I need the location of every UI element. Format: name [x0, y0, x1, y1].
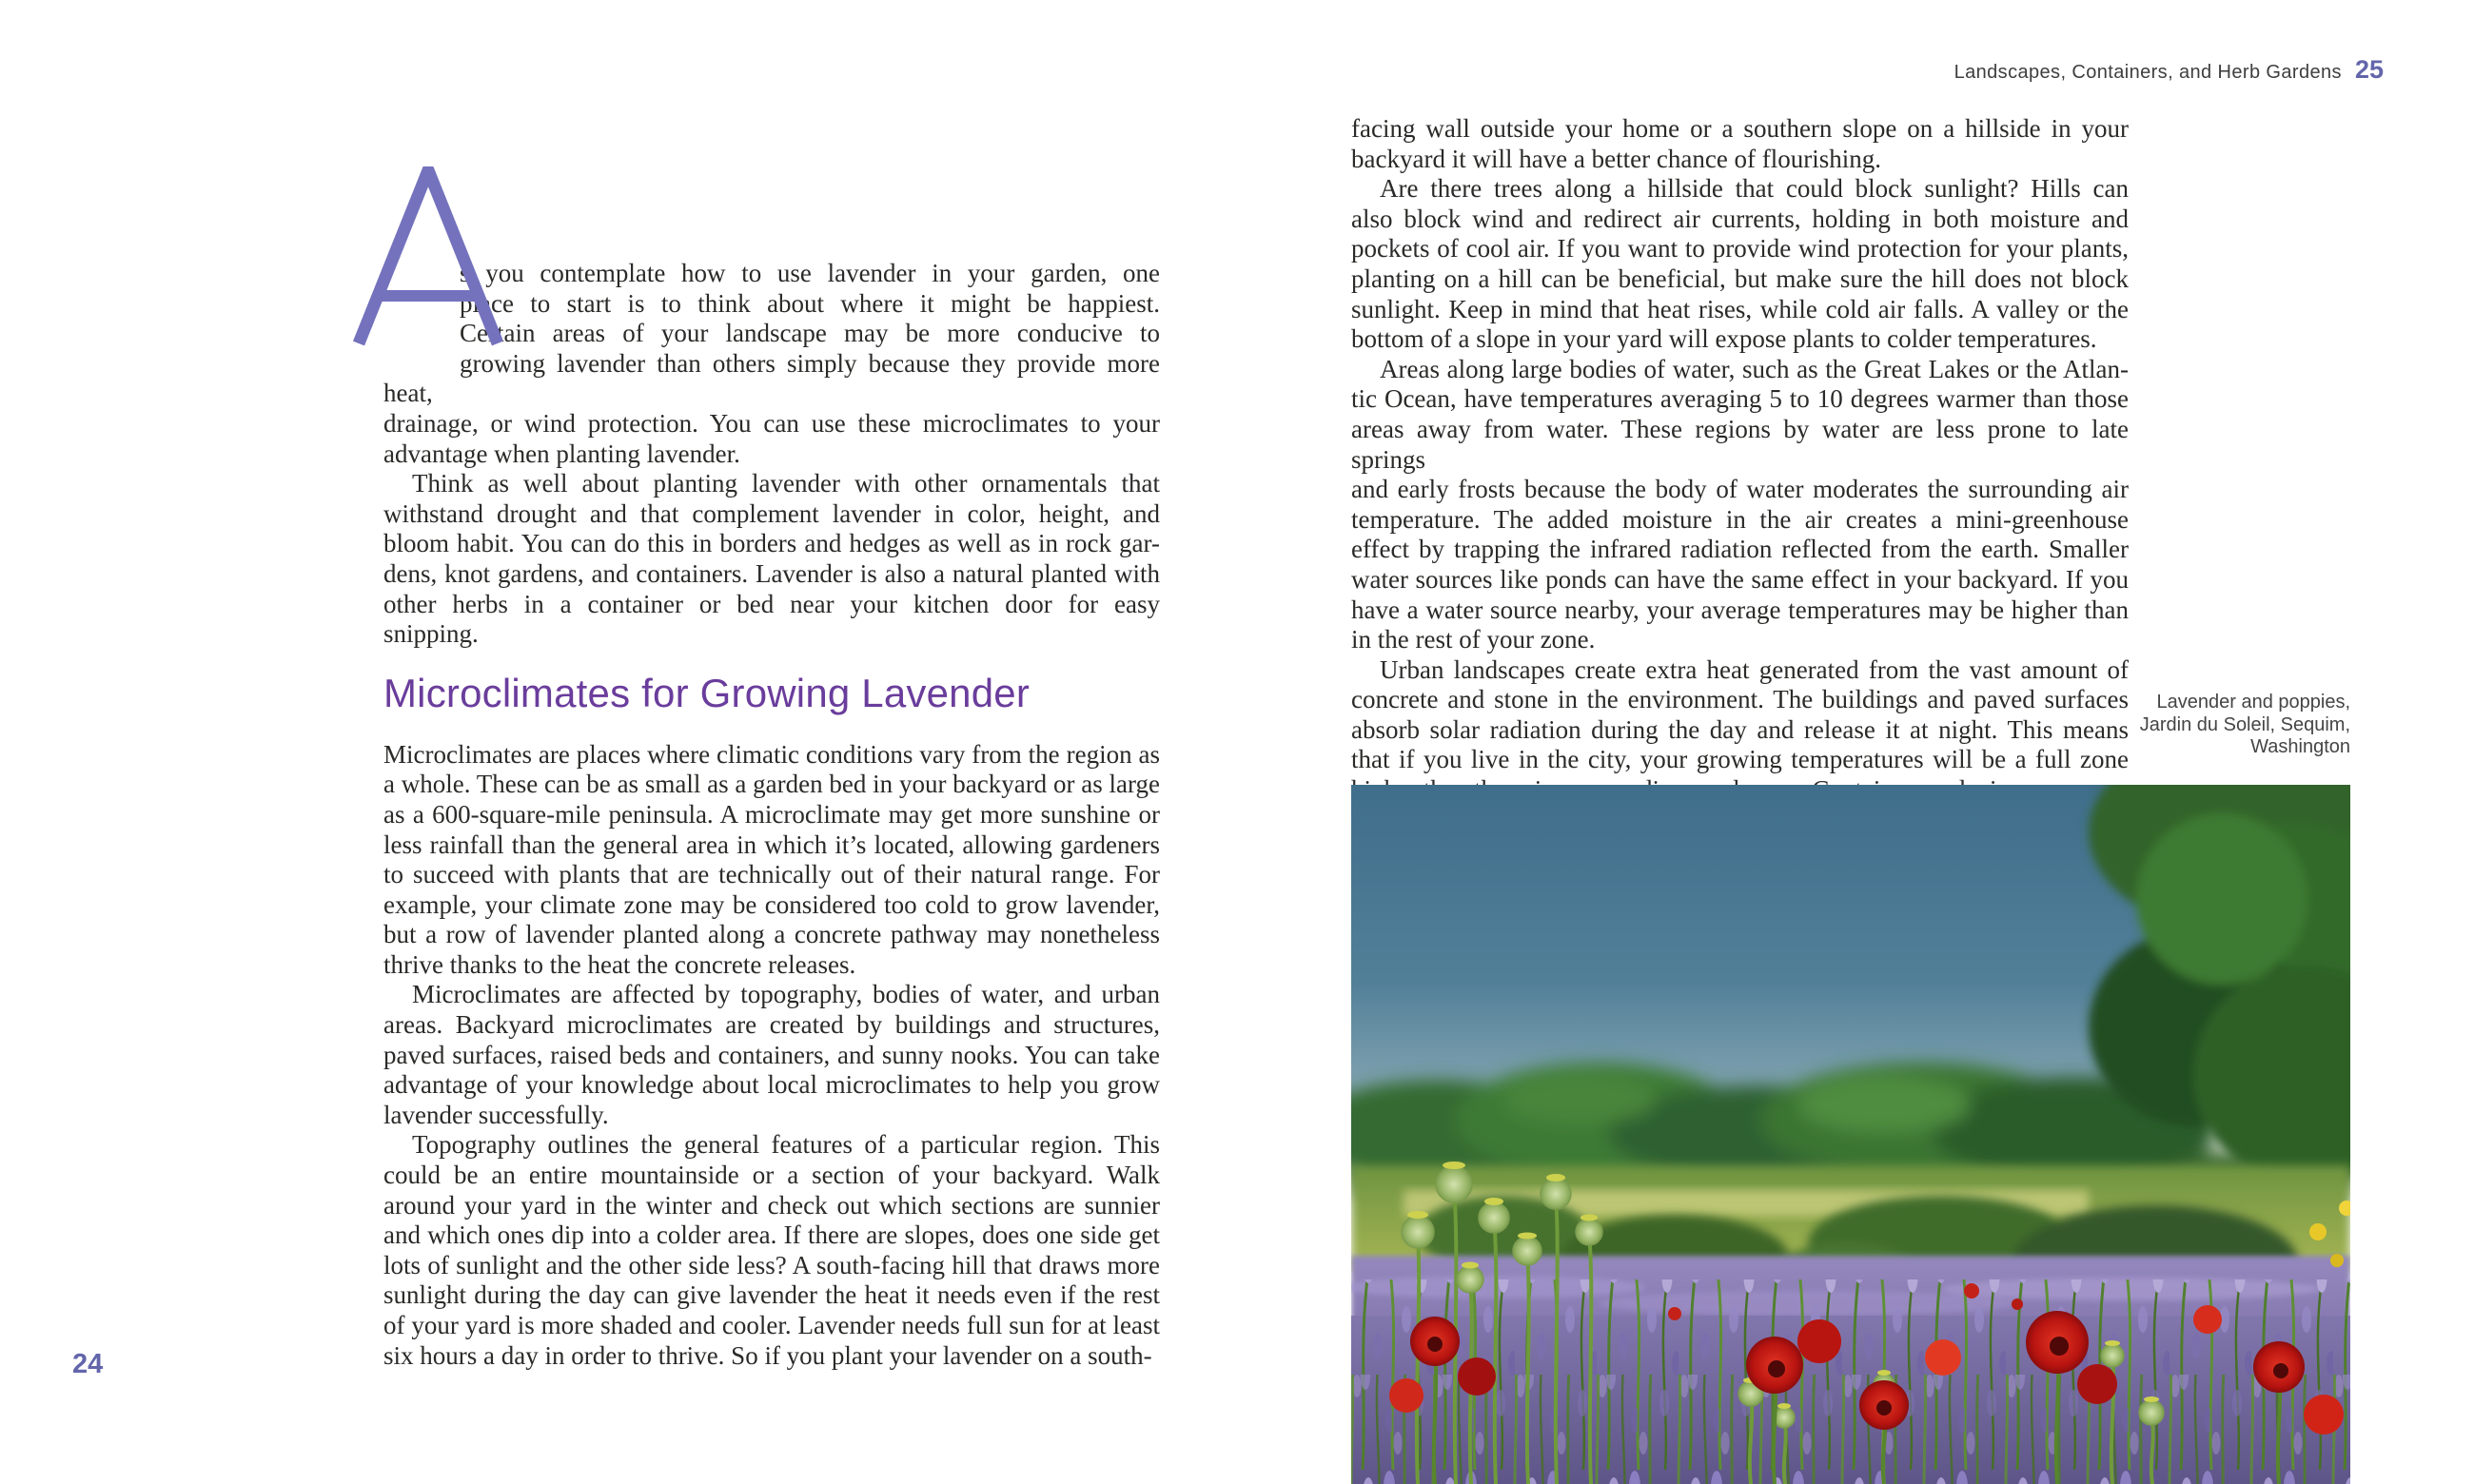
paragraph [1351, 174, 2129, 355]
text-line: dens, knot gardens, and containers. Lavender is also a natural planted with [383, 558, 1160, 588]
text-line: of your yard is more shaded and cooler. Lavender needs full sun for at least [383, 1311, 1160, 1339]
text-line: Urban landscapes create extra heat generated from the vast amount of [1380, 654, 2129, 684]
text-line: Microclimates are affected by topography, bodies of water, and urban [412, 980, 1160, 1009]
text-line: snipping. [383, 619, 479, 649]
text-line: and early frosts because the body of water moderates the surrounding air [1351, 475, 2129, 504]
text-line: Are there trees along a hillside that could block sunlight? Hills can [1380, 174, 2129, 204]
text-line: less rainfall than the general area in which it’s located, allowing gardeners [383, 830, 1160, 859]
text-line: s you contemplate how to use lavender in your garden, one [460, 259, 1160, 287]
text-line: but a row of lavender planted along a concrete pathway may nonetheless [383, 920, 1160, 949]
text-line: that if you live in the city, your growing temperatures will be a full zone [1351, 745, 2129, 774]
text-line: Lavender and poppies, [2156, 692, 2350, 713]
text-line: effect by trapping the infrared radiation reflected from the earth. Smaller [1351, 535, 2129, 564]
text-line: water sources like ponds can have the same effect in your backyard. If you [1351, 564, 2129, 594]
text-line: paved surfaces, raised beds and containers, and sunny nooks. You can take [383, 1040, 1160, 1069]
paragraph [383, 1130, 1160, 1371]
lavender-poppies-photo [1351, 785, 2350, 1484]
text-line: advantage of your knowledge about local microclimates to help you grow [383, 1070, 1160, 1100]
text-line: example, your climate zone may be considered too cold to grow lavender, [383, 889, 1160, 919]
text-line: withstand drought and that complement lavender in color, height, and [383, 498, 1160, 528]
section-heading: Microclimates for Growing Lavender [383, 670, 1031, 715]
paragraph [383, 740, 1160, 981]
text-line: also block wind and redirect air currents, holding in both moisture and [1351, 204, 2129, 233]
text-line: around your yard in the winter and check out which sections are sunnier [383, 1190, 1160, 1220]
paragraph-continuation [1351, 114, 2129, 174]
running-header-title: Landscapes, Containers, and Herb Gardens [1954, 62, 2342, 83]
text-line: Microclimates are places where climatic conditions vary from the region as [383, 739, 1160, 769]
paragraph [383, 980, 1160, 1130]
text-line: Washington [2250, 736, 2350, 757]
left-page-text-column [383, 259, 1160, 1371]
text-line: six hours a day in order to thrive. So if you plant your lavender on a south- [383, 1340, 1152, 1370]
text-line: place to start is to think about where it might be happiest. [460, 288, 1160, 318]
text-line: and which ones dip into a colder area. If there are slopes, does one side get [383, 1220, 1160, 1250]
text-line: facing wall outside your home or a southern slope on a hillside in your [1351, 114, 2129, 143]
text-line: sunlight. Keep in mind that heat rises, while cold air falls. A valley or the [1351, 294, 2129, 323]
text-line: lots of sunlight and the other side less? A south-facing hill that draws more [383, 1250, 1160, 1279]
text-line: Jardin du Soleil, Sequim, [2139, 713, 2350, 735]
text-line: Topography outlines the general features of a particular region. This [412, 1130, 1160, 1160]
paragraph [1351, 355, 2129, 655]
paragraph [383, 469, 1160, 650]
text-line: tic Ocean, have temperatures averaging 5 to 10 degrees warmer than those [1351, 384, 2129, 414]
text-line: temperature. The added moisture in the air creates a mini-greenhouse [1351, 504, 2129, 534]
text-line: bloom habit. You can do this in borders and hedges as well as in rock gar- [383, 529, 1160, 558]
text-line: as a 600-square-mile peninsula. A microclimate may get more sunshine or [383, 799, 1160, 829]
text-line: Areas along large bodies of water, such as the Great Lakes or the Atlan- [1380, 354, 2129, 383]
text-line: could be an entire mountainside or a section of your backyard. Walk [383, 1161, 1160, 1190]
text-line: absorb solar radiation during the day and release it at night. This means [1351, 714, 2129, 744]
text-line: sunlight during the day can give lavender the heat it needs even if the rest [383, 1280, 1160, 1310]
text-line: Think as well about planting lavender with other ornamentals that [412, 469, 1160, 498]
text-line: to succeed with plants that are technically out of their natural range. For [383, 860, 1160, 889]
page-number-left: 24 [72, 1349, 104, 1379]
photo-caption [2036, 692, 2350, 759]
running-header [1954, 55, 2384, 85]
text-line: growing lavender than others simply because they provide more heat, [383, 348, 1160, 408]
text-line: backyard it will have a better chance of flourishing. [1351, 144, 1882, 173]
text-line: in the rest of your zone. [1351, 625, 1596, 654]
text-line: concrete and stone in the environment. The buildings and paved surfaces [1351, 685, 2129, 714]
text-line: areas. Backyard microclimates are created by buildings and structures, [383, 1010, 1160, 1040]
text-line: thrive thanks to the heat the concrete releases. [383, 949, 856, 979]
text-line: pockets of cool air. If you want to provide wind protection for your plants, [1351, 234, 2129, 264]
paragraph-dropcap [383, 259, 1160, 469]
paragraph [1351, 655, 2129, 806]
text-line: planting on a hill can be beneficial, but make sure the hill does not block [1351, 264, 2129, 293]
text-line: advantage when planting lavender. [383, 439, 740, 468]
drop-cap-letter-a [353, 166, 502, 347]
right-page-text-column [1351, 114, 2129, 806]
text-line: Certain areas of your landscape may be more conducive to [460, 319, 1160, 348]
text-line: lavender successfully. [383, 1100, 609, 1129]
text-line: other herbs in a container or bed near your kitchen door for easy [383, 589, 1160, 618]
text-line: a whole. These can be as small as a garden bed in your backyard or as large [383, 770, 1160, 799]
text-line: drainage, or wind protection. You can use these microclimates to your [383, 408, 1160, 438]
text-line: areas away from water. These regions by water are less prone to late springs [1351, 414, 2129, 474]
page-number-right: 25 [2354, 55, 2384, 84]
text-line: have a water source nearby, your average temperatures may be higher than [1351, 595, 2129, 624]
text-line: bottom of a slope in your yard will expose plants to colder temperatures. [1351, 324, 2097, 354]
